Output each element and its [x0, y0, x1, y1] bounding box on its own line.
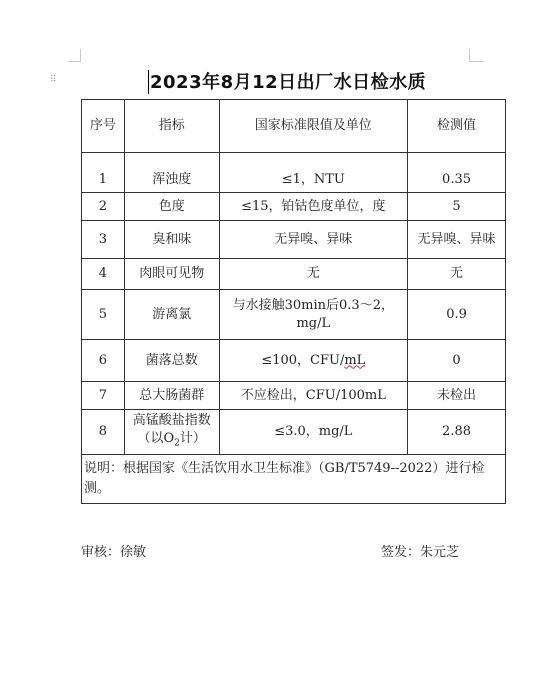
measured-value: 2.88 [408, 410, 506, 455]
indicator-name: 色度 [124, 193, 219, 221]
standard-limit: ≤1，NTU [219, 153, 408, 193]
indicator-name-text: （以O [137, 430, 175, 446]
row-number: 8 [82, 410, 125, 455]
measured-value: 0.9 [408, 290, 506, 340]
measured-value: 5 [408, 193, 506, 221]
standard-limit: 不应检出，CFU/100mL [219, 382, 408, 410]
measured-value: 无异嗅、异味 [408, 221, 506, 259]
drag-handle-icon[interactable]: ⠿ [50, 75, 58, 85]
row-number: 5 [82, 290, 125, 340]
spellcheck-underlined-unit: mL [344, 352, 366, 368]
indicator-name-line1: 高锰酸盐指数 [132, 412, 211, 428]
table-row [82, 340, 506, 382]
table-row [82, 153, 506, 193]
table-row [82, 221, 506, 259]
header-cell: 序号 [82, 100, 125, 153]
standard-limit-line2: mg/L [296, 315, 331, 331]
measured-value: 0 [408, 340, 506, 382]
reviewer-signature: 审核：徐敏 [81, 545, 147, 560]
table-note: 说明：根据国家《生活饮用水卫生标准》（GB/T5749--2022）进行检测。 [82, 455, 506, 504]
indicator-name: 游离氯 [124, 290, 219, 340]
indicator-name: 总大肠菌群 [124, 382, 219, 410]
table-row [82, 382, 506, 410]
standard-limit [219, 340, 408, 382]
table-row [82, 259, 506, 290]
header-cell: 国家标准限值及单位 [219, 100, 408, 153]
table-row [82, 193, 506, 221]
standard-limit-text: ≤100，CFU/ [261, 352, 345, 368]
standard-limit-line1: 与水接触30min后0.3～2， [232, 297, 394, 313]
indicator-name: 菌落总数 [124, 340, 219, 382]
indicator-name: 浑浊度 [124, 153, 219, 193]
issuer-signature: 签发：朱元芝 [381, 545, 460, 560]
row-number: 1 [82, 153, 125, 193]
row-number: 2 [82, 193, 125, 221]
text-cursor [148, 70, 149, 94]
subscript: 2 [174, 438, 180, 449]
crop-mark-top-left [68, 49, 81, 62]
measured-value: 无 [408, 259, 506, 290]
standard-limit: ≤15，铂钴色度单位，度 [219, 193, 408, 221]
row-number: 6 [82, 340, 125, 382]
indicator-name [124, 410, 219, 455]
indicator-name: 臭和味 [124, 221, 219, 259]
standard-limit: 无 [219, 259, 408, 290]
indicator-name-text: 计） [179, 430, 206, 446]
row-number: 3 [82, 221, 125, 259]
standard-limit [219, 290, 408, 340]
measured-value: 0.35 [408, 153, 506, 193]
crop-mark-top-right [469, 49, 484, 62]
header-cell: 指标 [124, 100, 219, 153]
indicator-name-line2 [127, 430, 217, 453]
table-note-row [82, 455, 506, 504]
table-header-row [82, 100, 506, 153]
table-row [82, 290, 506, 340]
water-quality-table [81, 99, 506, 504]
row-number: 4 [82, 259, 125, 290]
table-row [82, 410, 506, 455]
standard-limit: 无异嗅、异味 [219, 221, 408, 259]
standard-limit: ≤3.0，mg/L [219, 410, 408, 455]
indicator-name: 肉眼可见物 [124, 259, 219, 290]
measured-value: 未检出 [408, 382, 506, 410]
row-number: 7 [82, 382, 125, 410]
document-title[interactable]: 2023年8月12日出厂水日检水质 [150, 72, 427, 93]
header-cell: 检测值 [408, 100, 506, 153]
